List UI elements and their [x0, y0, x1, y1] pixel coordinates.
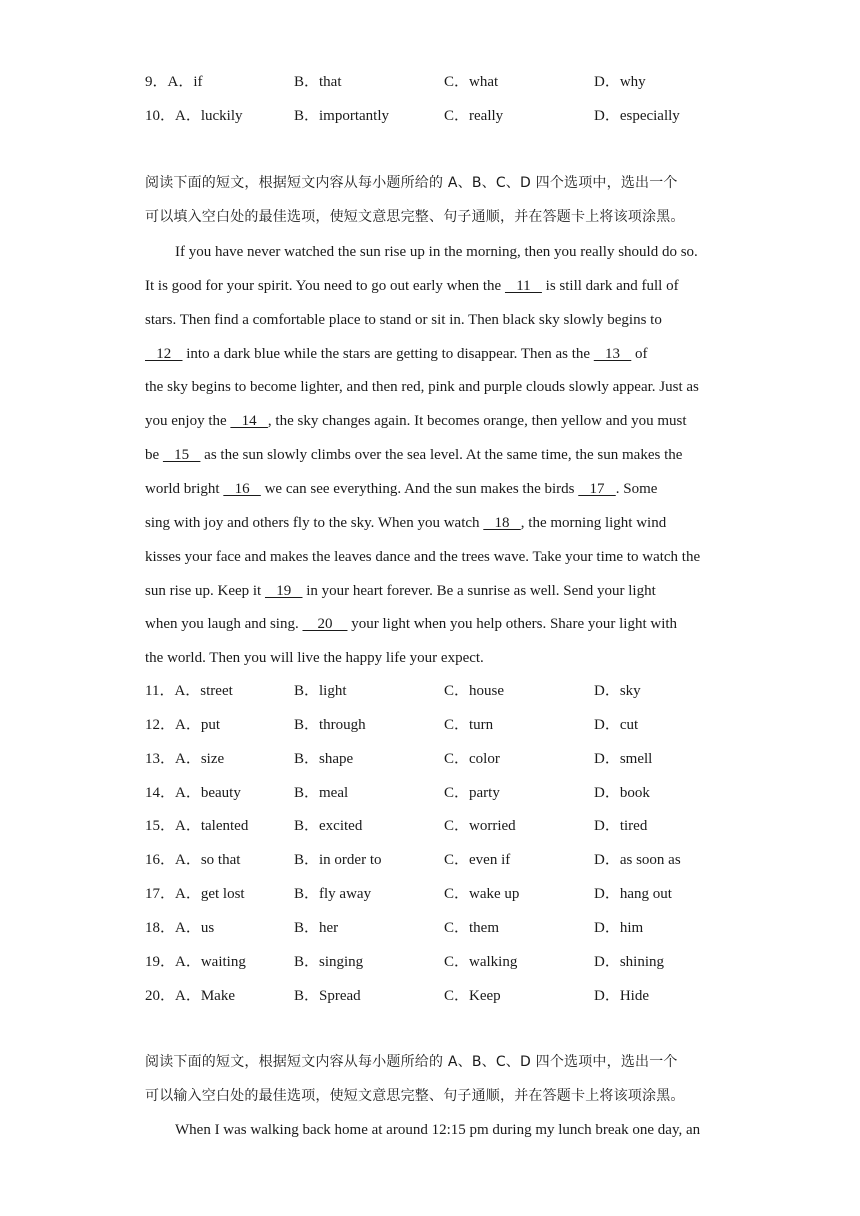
question-10-options [145, 106, 720, 126]
passage-text: . Some [615, 480, 658, 497]
option-a [145, 783, 241, 803]
option-d: D．book [594, 784, 650, 801]
option-b: B．in order to [294, 852, 382, 869]
option-d: D．Hide [594, 987, 649, 1004]
question-10-option-a: 10．A．luckily [145, 108, 243, 124]
option-c: C．wake up [444, 886, 520, 903]
answer-blank: 12 [145, 345, 183, 362]
option-text: A．put [175, 716, 221, 733]
option-d: D．as soon as [594, 852, 681, 869]
option-a [145, 749, 224, 769]
answer-blank: 18 [483, 514, 521, 531]
answer-blank: 11 [504, 277, 542, 294]
passage-line [145, 275, 720, 297]
option-text: A．waiting [175, 953, 246, 970]
question-9-option-b: B．that [294, 74, 342, 90]
option-d: D．cut [594, 716, 639, 733]
option-b: B．shape [294, 750, 354, 767]
option-c: C．color [444, 750, 500, 767]
option-d: D．smell [594, 750, 653, 767]
option-text: A．us [175, 919, 215, 936]
question-options-row [145, 783, 720, 803]
answer-blank: 16 [223, 480, 261, 497]
passage-text: we can see everything. And the sun makes the birds [260, 480, 579, 497]
question-9-option-a: 9．A．if [145, 74, 203, 90]
question-options-row [145, 816, 720, 836]
question-number: 15． [145, 818, 176, 835]
section-3-instruction-line-1: 阅读下面的短文，根据短文内容从每小题所给的 A、B、C、D 四个选项中，选出一个 [145, 1054, 678, 1070]
passage-text: kisses your face and makes the leaves dance and the trees wave. Take your time to watch the [145, 548, 701, 565]
option-text: A．so that [175, 852, 241, 869]
question-number: 14． [145, 784, 176, 801]
passage-text: of [631, 345, 648, 362]
question-options-row [145, 850, 720, 870]
passage-text: If you have never watched the sun rise up in the morning, then you really should do so. [175, 244, 698, 260]
option-d: D．tired [594, 818, 648, 835]
option-b: B．her [294, 919, 339, 936]
question-options-row [145, 715, 720, 735]
option-a [145, 850, 240, 870]
option-d: D．him [594, 919, 644, 936]
passage-line [145, 478, 720, 500]
passage-line [145, 546, 720, 568]
option-text: A．get lost [175, 886, 245, 903]
passage-text: , the sky changes again. It becomes orange, then yellow and you must [267, 413, 687, 430]
option-b: B．Spread [294, 987, 361, 1004]
option-b: B．meal [294, 784, 349, 801]
answer-blank: 14 [230, 413, 268, 430]
option-a [145, 715, 220, 735]
option-a [145, 681, 233, 701]
passage-line [145, 343, 720, 365]
option-b: B．excited [294, 818, 363, 835]
section-2-instruction-line-2: 可以填入空白处的最佳选项，使短文意思完整、句子通顺，并在答题卡上将该项涂黑。 [145, 209, 685, 225]
question-10-option-d: D．especially [594, 108, 680, 124]
answer-blank: 20 [302, 616, 348, 633]
option-a [145, 884, 245, 904]
passage-line [145, 512, 720, 534]
option-a [145, 816, 248, 836]
question-number: 13． [145, 750, 176, 767]
passage-line [145, 309, 720, 331]
option-a [145, 952, 246, 972]
passage-line [145, 376, 720, 398]
option-c: C．house [444, 683, 505, 699]
option-d: D．shining [594, 953, 665, 970]
question-options-row [145, 884, 720, 904]
question-number: 18． [145, 919, 176, 936]
option-c: C．turn [444, 716, 494, 733]
passage-text: sing with joy and others fly to the sky. When you watch [145, 514, 484, 531]
passage-line [145, 580, 720, 602]
answer-blank: 17 [578, 480, 616, 497]
option-b: B．light [294, 683, 347, 699]
option-a [145, 918, 214, 938]
answer-blank: 13 [593, 345, 632, 362]
question-10-option-c: C．really [444, 108, 504, 124]
option-c: C．them [444, 919, 499, 936]
passage-text: your light when you help others. Share your light with [347, 616, 678, 633]
answer-blank: 19 [264, 582, 303, 599]
passage-text: is still dark and full of [541, 277, 679, 294]
question-options-row [145, 681, 720, 701]
question-options-row [145, 749, 720, 769]
option-a [145, 986, 235, 1006]
option-text: A．talented [175, 818, 249, 835]
question-number: 20． [145, 987, 176, 1004]
passage-line [145, 410, 720, 432]
passage-text: as the sun slowly climbs over the sea level. At the same time, the sun makes the [200, 447, 683, 464]
option-c: C．Keep [444, 987, 501, 1004]
passage-text: into a dark blue while the stars are getting to disappear. Then as the [182, 345, 594, 362]
question-options-row [145, 952, 720, 972]
passage-text: world bright [145, 480, 224, 497]
option-text: A．street [174, 683, 233, 699]
question-10-option-b: B．importantly [294, 108, 389, 124]
passage-text: in your heart forever. Be a sunrise as well. Send your light [302, 582, 656, 599]
option-c: C．party [444, 784, 500, 801]
passage-line [145, 613, 720, 635]
passage-text: stars. Then find a comfortable place to stand or sit in. Then black sky slowly begins to [145, 311, 662, 328]
option-text: A．Make [175, 987, 236, 1004]
option-d: D．sky [594, 683, 641, 699]
question-9-option-d: D．why [594, 74, 646, 90]
question-number: 19． [145, 953, 176, 970]
passage-text: sun rise up. Keep it [145, 582, 265, 599]
question-number: 11． [145, 683, 175, 699]
section-2-instruction-line-1: 阅读下面的短文，根据短文内容从每小题所给的 A、B、C、D 四个选项中，选出一个 [145, 175, 678, 191]
question-number: 17． [145, 886, 176, 903]
passage-text: It is good for your spirit. You need to go out early when the [145, 277, 505, 294]
question-9-option-c: C．what [444, 74, 499, 90]
passage-text: be [145, 447, 163, 464]
passage-line [145, 647, 720, 669]
question-number: 12． [145, 716, 176, 733]
option-text: A．size [175, 750, 225, 767]
answer-blank: 15 [162, 447, 201, 464]
question-9-options [145, 72, 720, 92]
option-c: C．worried [444, 818, 516, 835]
option-b: B．through [294, 716, 366, 733]
question-options-row [145, 986, 720, 1006]
passage-text: the world. Then you will live the happy life your expect. [145, 650, 484, 667]
passage-line [145, 444, 720, 466]
question-options-row [145, 918, 720, 938]
passage-text: you enjoy the [145, 413, 231, 430]
option-b: B．fly away [294, 886, 372, 903]
option-c: C．walking [444, 953, 518, 970]
question-number: 16． [145, 852, 176, 869]
option-d: D．hang out [594, 886, 672, 903]
section-3-instruction-line-2: 可以输入空白处的最佳选项，使短文意思完整、句子通顺，并在答题卡上将该项涂黑。 [145, 1088, 685, 1104]
passage-text: when you laugh and sing. [145, 616, 303, 633]
option-text: A．beauty [175, 784, 241, 801]
option-c: C．even if [444, 852, 511, 869]
passage-line [145, 241, 750, 263]
section-3-passage-line-1: When I was walking back home at around 12:15 pm during my lunch break one day, an [175, 1122, 701, 1138]
passage-text: , the morning light wind [520, 514, 667, 531]
option-b: B．singing [294, 953, 364, 970]
passage-text: the sky begins to become lighter, and then red, pink and purple clouds slowly appear. Just as [145, 379, 699, 396]
